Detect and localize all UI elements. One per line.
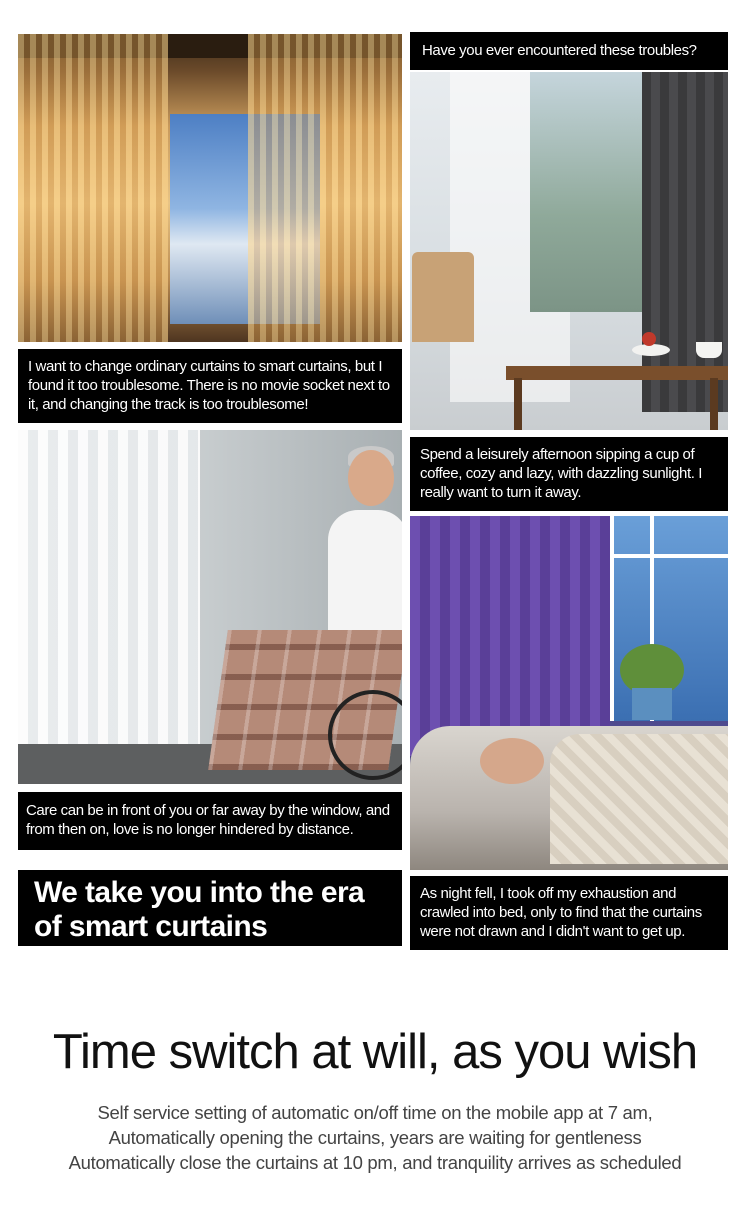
sheer-curtain-window-photo (18, 34, 402, 342)
sleeping-child-photo (410, 516, 728, 870)
feature-title: Time switch at will, as you wish (52, 1025, 698, 1079)
headline: We take you into the era of smart curtains (18, 870, 402, 946)
care-caption: Care can be in front of you or far away by the window, and from then on, love is no longer hindered by distance. (18, 792, 402, 850)
wheelchair-man-photo (18, 430, 402, 784)
cafe-window-photo (410, 72, 728, 430)
feature-line-3: Automatically close the curtains at 10 pm, and tranquility arrives as scheduled (68, 1152, 682, 1173)
night-caption: As night fell, I took off my exhaustion and crawled into bed, only to find that the curtains were not drawn and I didn't want to get up. (410, 876, 728, 950)
feature-line-1: Self service setting of automatic on/off time on the mobile app at 7 am, (97, 1102, 653, 1123)
troubles-caption: Have you ever encountered these troubles? (410, 32, 728, 70)
smart-curtain-caption: I want to change ordinary curtains to smart curtains, but I found it too troublesome. There is no movie socket next to it, and changing the track is too troublesome! (18, 349, 402, 423)
feature-line-2: Automatically opening the curtains, years are waiting for gentleness (108, 1127, 642, 1148)
afternoon-caption: Spend a leisurely afternoon sipping a cup of coffee, cozy and lazy, with dazzling sunlight. I really want to turn it away. (410, 437, 728, 511)
